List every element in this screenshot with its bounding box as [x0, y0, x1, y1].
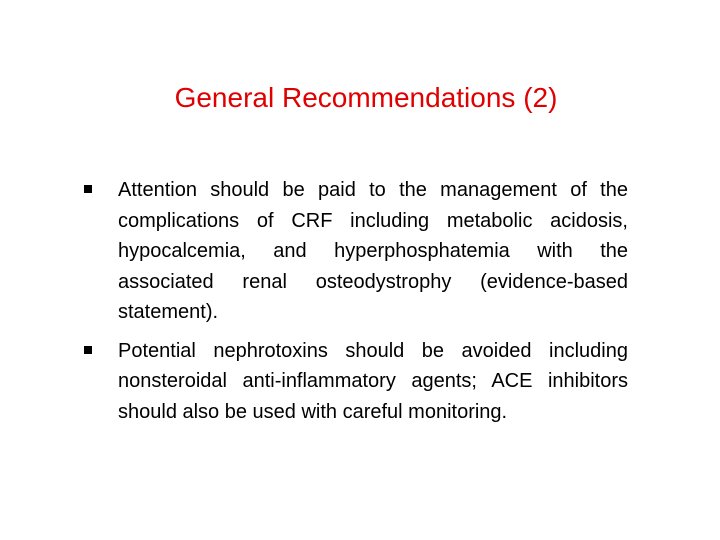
square-bullet-icon [84, 185, 92, 193]
bullet-text: Potential nephrotoxins should be avoided including nonsteroidal anti-inflammatory agents; ACE inhibitors should also be used with careful monitoring. [118, 339, 628, 423]
bullet-item [84, 336, 628, 428]
bullet-text: Attention should be paid to the management of the complications of CRF including metabolic acidosis, hypocalcemia, and hyperphosphatemia with the associated renal osteodystrophy (evidence-based statement). [118, 179, 628, 323]
bullet-item [84, 175, 628, 328]
slide-title: General Recommendations (2) [174, 82, 558, 113]
square-bullet-icon [84, 346, 92, 354]
bullet-list [84, 175, 628, 435]
